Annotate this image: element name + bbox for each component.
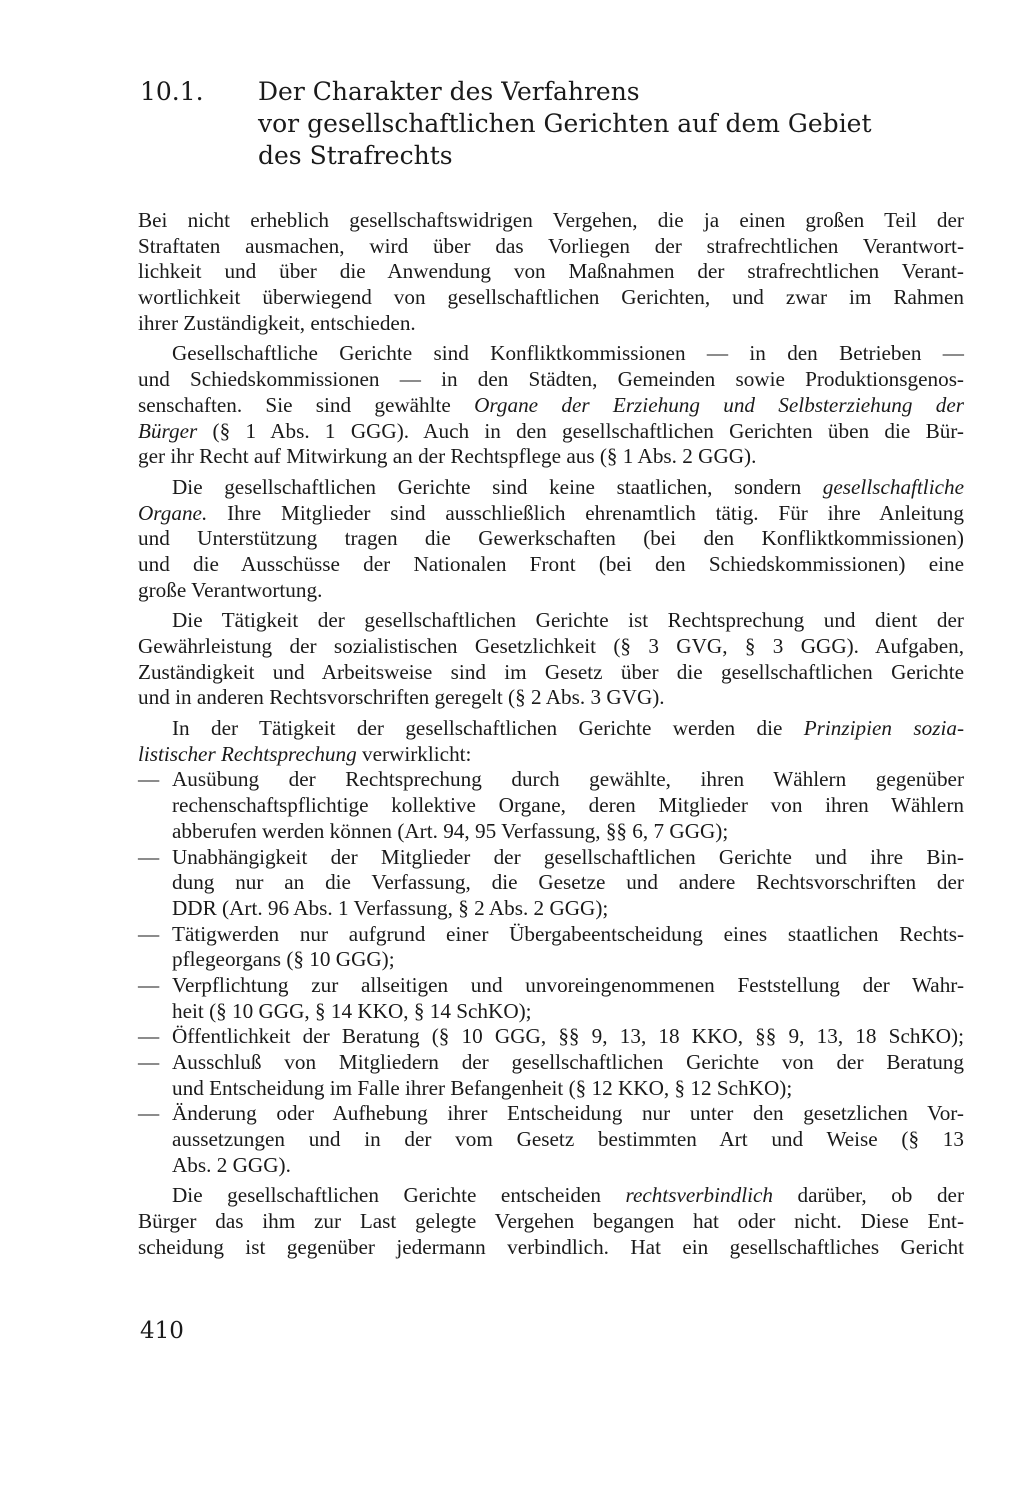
text-line: wortlichkeit überwiegend von gesellschaftlichen Gerichten, und zwar im Rahmen (138, 285, 964, 310)
text-line: Gesellschaftliche Gerichte sind Konfliktkommissionen — in den Betrieben — (172, 341, 964, 366)
text-line: lichkeit und über die Anwendung von Maßnahmen der strafrechtlichen Verant- (138, 259, 964, 284)
emphasis-text: listischer Rechtsprechung (138, 741, 357, 766)
section-heading (140, 76, 900, 176)
list-dash: — (138, 972, 160, 997)
list-item (138, 1024, 964, 1050)
list-dash: — (138, 1101, 160, 1126)
text-line: Unabhängigkeit der Mitglieder der gesellschaftlichen Gerichte und ihre Bin- (172, 844, 964, 869)
text-line: rechenschaftspflichtige kollektive Organe, deren Mitglieder von ihren Wählern (172, 793, 964, 818)
section-title-line: vor gesellschaftlichen Gerichten auf dem Gebiet (258, 109, 872, 138)
body-text (138, 208, 964, 1266)
text-line: Verpflichtung zur allseitigen und unvoreingenommenen Feststellung der Wahr- (172, 972, 964, 997)
list-item (138, 767, 964, 844)
text-run: Die gesellschaftlichen Gerichte entscheiden (172, 1183, 626, 1208)
paragraph-4 (138, 608, 964, 711)
text-line (138, 742, 964, 768)
list-dash: — (138, 1024, 160, 1049)
section-title-line: Der Charakter des Verfahrens (258, 77, 640, 106)
paragraph-2 (138, 341, 964, 469)
emphasis-text: Prinzipien sozia- (803, 716, 964, 741)
text-line: Ausübung der Rechtsprechung durch gewählte, ihren Wählern gegenüber (172, 767, 964, 792)
emphasis-text: gesellschaftliche (822, 474, 964, 499)
text-line: Öffentlichkeit der Beratung (§ 10 GGG, §§ 9, 13, 18 KKO, §§ 9, 13, 18 SchKO); (172, 1024, 964, 1049)
list-item (138, 973, 964, 1024)
text-line: pflegeorgans (§ 10 GGG); (172, 947, 395, 972)
text-run: Ihre Mitglieder sind ausschließlich ehrenamtlich tätig. Für ihre Anleitung (207, 500, 964, 525)
list-item (138, 845, 964, 922)
text-line: und die Ausschüsse der Nationalen Front (bei den Schiedskommissionen) eine (138, 551, 964, 576)
paragraph-6 (138, 1183, 964, 1260)
text-run: In der Tätigkeit der gesellschaftlichen Gerichte werden die (172, 716, 804, 741)
text-line: Tätigwerden nur aufgrund einer Übergabeentscheidung eines staatlichen Rechts- (172, 921, 964, 946)
text-line: Bei nicht erheblich gesellschaftswidrigen Vergehen, die ja einen großen Teil der (138, 208, 964, 232)
text-line (138, 419, 964, 445)
text-line: aussetzungen und in der vom Gesetz bestimmten Art und Weise (§ 13 (172, 1127, 964, 1152)
section-title-line: des Strafrechts (258, 141, 453, 170)
text-line (138, 1183, 964, 1209)
text-run: verwirklicht: (356, 741, 472, 766)
text-line (138, 501, 964, 527)
text-line: und Entscheidung im Falle ihrer Befangenheit (§ 12 KKO, § 12 SchKO); (172, 1075, 793, 1100)
text-line: ihrer Zuständigkeit, entschieden. (138, 310, 416, 335)
text-run: Die gesellschaftlichen Gerichte sind keine staatlichen, sondern (172, 474, 823, 499)
emphasis-text: Bürger (138, 418, 198, 443)
text-line (138, 716, 964, 742)
section-number: 10.1. (140, 77, 204, 106)
text-line: und Schiedskommissionen — in den Städten, Gemeinden sowie Produktionsgenos- (138, 367, 964, 392)
text-line: Straftaten ausmachen, wird über das Vorliegen der strafrechtlichen Verantwort- (138, 233, 964, 258)
text-line: ger ihr Recht auf Mitwirkung an der Rechtspflege aus (§ 1 Abs. 2 GGG). (138, 444, 757, 469)
paragraph-5 (138, 716, 964, 767)
text-line: Ausschluß von Mitgliedern der gesellschaftlichen Gerichte von der Beratung (172, 1050, 964, 1074)
text-run: darüber, ob der (772, 1183, 964, 1208)
text-line: Bürger das ihm zur Last gelegte Vergehen begangen hat oder nicht. Diese Ent- (138, 1209, 964, 1234)
text-line: große Verantwortung. (138, 577, 323, 602)
paragraph-3 (138, 475, 964, 603)
page-number: 410 (140, 1318, 184, 1344)
text-line: heit (§ 10 GGG, § 14 KKO, § 14 SchKO); (172, 998, 532, 1023)
principles-list (138, 767, 964, 1178)
text-line: DDR (Art. 96 Abs. 1 Verfassung, § 2 Abs. 2 GGG); (172, 895, 609, 920)
list-dash: — (138, 844, 160, 869)
text-line: Zuständigkeit und Arbeitsweise sind im Gesetz über die gesellschaftlichen Gerichte (138, 659, 964, 684)
text-line: Abs. 2 GGG). (172, 1152, 291, 1177)
emphasis-text: Organe. (138, 500, 208, 525)
text-line: scheidung ist gegenüber jedermann verbindlich. Hat ein gesellschaftliches Gericht (138, 1234, 964, 1259)
text-line: dung nur an die Verfassung, die Gesetze und andere Rechtsvorschriften der (172, 870, 964, 895)
text-line: Änderung oder Aufhebung ihrer Entscheidung nur unter den gesetzlichen Vor- (172, 1101, 964, 1126)
text-run: (§ 1 Abs. 1 GGG). Auch in den gesellschaftlichen Gerichten üben die Bür- (197, 418, 964, 443)
paragraph-1 (138, 208, 964, 336)
list-item (138, 1101, 964, 1178)
text-line: und Unterstützung tragen die Gewerkschaften (bei den Konfliktkommissionen) (138, 526, 964, 551)
emphasis-text: Organe der Erziehung und Selbsterziehung der (474, 392, 965, 417)
list-dash: — (138, 1050, 160, 1074)
text-line (138, 393, 964, 419)
text-line (138, 475, 964, 501)
list-item (138, 922, 964, 973)
text-run: senschaften. Sie sind gewählte (138, 392, 475, 417)
text-line: Gewährleistung der sozialistischen Gesetzlichkeit (§ 3 GVG, § 3 GGG). Aufgaben, (138, 634, 964, 658)
list-dash: — (138, 767, 160, 792)
emphasis-text: rechtsverbindlich (625, 1183, 773, 1208)
list-dash: — (138, 921, 160, 946)
section-title (258, 76, 898, 172)
list-item (138, 1050, 964, 1101)
text-line: abberufen werden können (Art. 94, 95 Verfassung, §§ 6, 7 GGG); (172, 818, 729, 843)
text-line: und in anderen Rechtsvorschriften geregelt (§ 2 Abs. 3 GVG). (138, 685, 665, 710)
text-line: Die Tätigkeit der gesellschaftlichen Gerichte ist Rechtsprechung und dient der (172, 608, 964, 633)
